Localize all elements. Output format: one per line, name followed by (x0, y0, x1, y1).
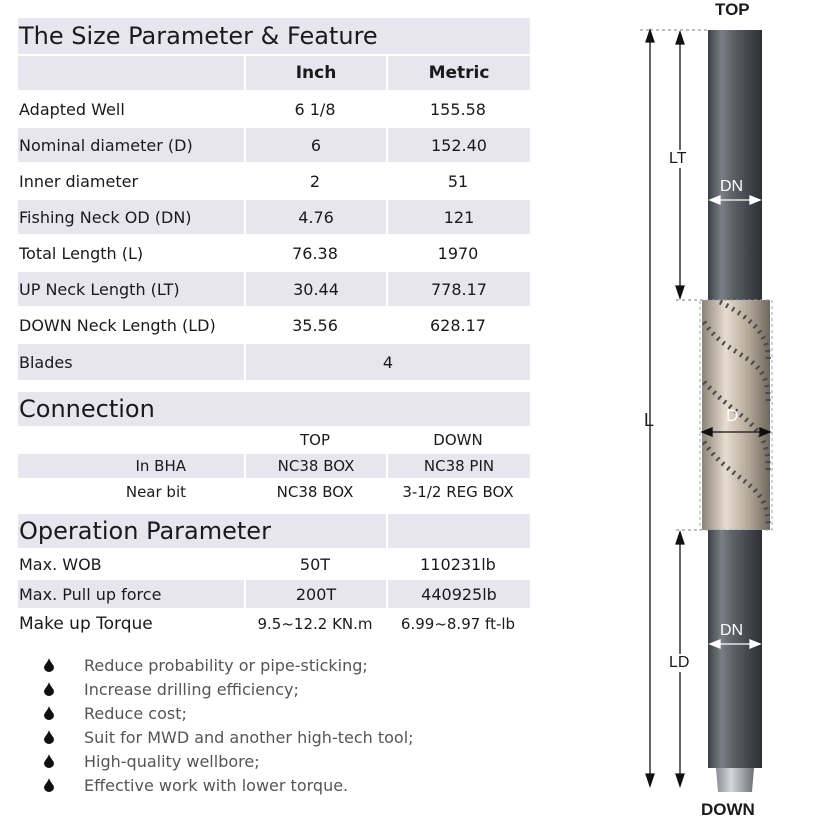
table-row (18, 610, 530, 638)
connection-row-down: 3-1/2 REG BOX (402, 483, 514, 501)
table-row (18, 92, 530, 126)
row-inch: 30.44 (244, 272, 386, 306)
row-metric: 1970 (437, 243, 479, 263)
row-metric: 152.40 (386, 128, 530, 162)
drop-bullet-icon (40, 706, 84, 720)
row-inch: 4.76 (244, 200, 386, 234)
drop-bullet-icon (40, 730, 84, 744)
table-row (18, 128, 530, 162)
feature-text: Suit for MWD and another high-tech tool; (84, 727, 414, 747)
feature-text: Reduce cost; (84, 703, 187, 723)
upper-neck (708, 30, 762, 300)
list-item (40, 750, 260, 772)
lower-neck-length-label: LD (669, 654, 690, 671)
table-row (18, 480, 530, 504)
operation-row-metric: 50T (299, 554, 331, 574)
row-label: Inner diameter (19, 171, 139, 191)
nominal-diameter-label: D (726, 406, 739, 425)
list-item (40, 774, 348, 796)
row-metric: 51 (447, 171, 469, 191)
upper-neck-length-label: LT (669, 150, 687, 167)
operation-row-metric: 9.5~12.2 KN.m (257, 615, 373, 633)
row-inch: 76.38 (292, 243, 338, 263)
row-label: DOWN Neck Length (LD) (19, 315, 216, 335)
drop-bullet-icon (40, 778, 84, 792)
stabilizer-diagram (620, 0, 826, 825)
operation-title-blank (386, 514, 530, 548)
down-label: DOWN (701, 800, 755, 819)
table-row (18, 344, 530, 380)
row-label: UP Neck Length (LT) (18, 272, 244, 306)
size-table-title: The Size Parameter & Feature (18, 18, 530, 54)
row-inch: 6 (244, 128, 386, 162)
connection-title: Connection (18, 392, 530, 426)
feature-text: Effective work with lower torque. (84, 775, 349, 795)
fishing-neck-label-top: DN (720, 178, 744, 195)
connection-row-top: NC38 BOX (244, 454, 386, 478)
list-item (40, 702, 187, 724)
row-label: Adapted Well (19, 99, 125, 119)
connection-header-down: DOWN (433, 431, 483, 449)
operation-row-label: Max. Pull up force (18, 580, 244, 608)
operation-row-metric: 200T (244, 580, 386, 608)
connection-row-label: Near bit (125, 483, 186, 501)
list-item (40, 726, 414, 748)
blades-label: Blades (18, 344, 244, 380)
row-label: Fishing Neck OD (DN) (18, 200, 244, 234)
table-row (18, 454, 530, 478)
row-metric: 628.17 (430, 315, 486, 335)
feature-text: Reduce probability or pipe-sticking; (84, 655, 368, 675)
row-label: Nominal diameter (D) (18, 128, 244, 162)
header-blank (18, 56, 244, 90)
connection-header-blank (18, 428, 244, 452)
feature-text: High-quality wellbore; (84, 751, 260, 771)
row-inch: 2 (309, 171, 321, 191)
lower-neck (708, 530, 762, 768)
operation-title: Operation Parameter (18, 514, 386, 548)
operation-row-imperial: 6.99~8.97 ft-lb (400, 615, 516, 633)
row-metric: 155.58 (430, 99, 486, 119)
row-inch: 35.56 (292, 315, 338, 335)
table-row (18, 308, 530, 342)
length-label: L (644, 410, 655, 430)
blades-value: 4 (244, 344, 530, 380)
table-row (18, 550, 530, 578)
header-metric: Metric (386, 56, 530, 90)
top-label: TOP (715, 0, 750, 19)
row-metric: 778.17 (386, 272, 530, 306)
feature-text: Increase drilling efficiency; (84, 679, 299, 699)
row-metric: 121 (386, 200, 530, 234)
operation-row-imperial: 440925lb (386, 580, 530, 608)
table-row (18, 580, 530, 608)
table-row (18, 164, 530, 198)
drop-bullet-icon (40, 682, 84, 696)
operation-row-label: Max. WOB (19, 554, 102, 574)
connection-row-down: NC38 PIN (386, 454, 530, 478)
row-label: Total Length (L) (19, 243, 144, 263)
table-row (18, 272, 530, 306)
operation-row-imperial: 110231lb (420, 554, 496, 574)
drop-bullet-icon (40, 658, 84, 672)
pin-end (716, 768, 754, 792)
table-row (18, 236, 530, 270)
connection-row-top: NC38 BOX (276, 483, 354, 501)
operation-row-label: Make up Torque (19, 614, 153, 634)
connection-row-label: In BHA (18, 454, 244, 478)
list-item (40, 654, 368, 676)
header-inch: Inch (244, 56, 386, 90)
drop-bullet-icon (40, 754, 84, 768)
total-length-dimension (640, 30, 708, 786)
fishing-neck-label-bottom: DN (720, 622, 744, 639)
table-row (18, 200, 530, 234)
list-item (40, 678, 299, 700)
connection-header-top: TOP (299, 431, 330, 449)
row-inch: 6 1/8 (294, 99, 336, 119)
